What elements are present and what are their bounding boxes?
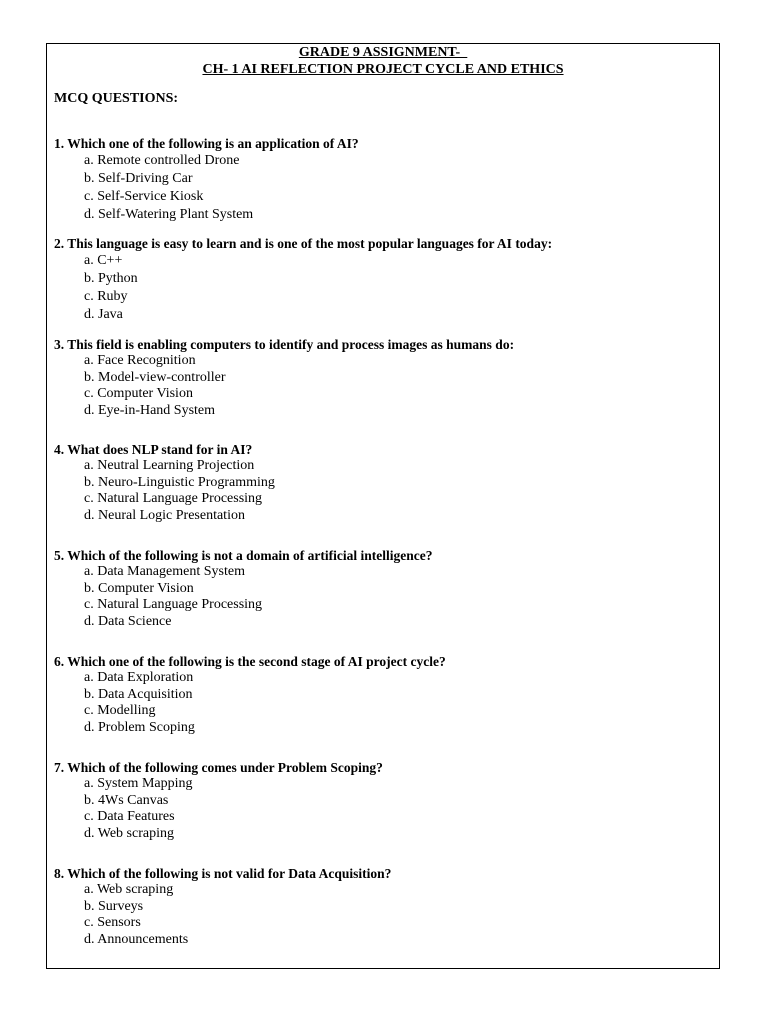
question-5 [54, 547, 713, 631]
option-item: b. Model-view-controller [84, 369, 226, 385]
option-item: b. Python [84, 271, 138, 286]
option-item: a. System Mapping [84, 776, 193, 791]
option-item: a. Data Exploration [84, 670, 194, 685]
option-item: b. Surveys [84, 898, 144, 914]
option-item: a. C++ [84, 253, 123, 268]
options-list [54, 353, 713, 420]
option-item: c. Natural Language Processing [84, 491, 263, 507]
header-grade-line: GRADE 9 ASSIGNMENT-_ [298, 45, 468, 60]
question-4 [54, 441, 713, 525]
question-text: 4. What does NLP stand for in AI? [54, 442, 253, 457]
option-item: d. Data Science [84, 614, 172, 630]
options-list [54, 776, 713, 843]
question-text: 6. Which one of the following is the second stage of AI project cycle? [54, 654, 446, 669]
option-item: c. Modelling [84, 703, 156, 719]
section-title: MCQ QUESTIONS: [54, 91, 179, 106]
option-item: b. Self-Driving Car [84, 171, 193, 186]
option-item: a. Remote controlled Drone [84, 153, 240, 168]
option-item: c. Natural Language Processing [84, 597, 263, 613]
question-8 [54, 865, 713, 949]
option-item: c. Self-Service Kiosk [84, 189, 204, 204]
option-item: d. Web scraping [84, 826, 174, 842]
option-item: b. Neuro-Linguistic Programming [84, 474, 275, 490]
option-item: d. Eye-in-Hand System [84, 403, 216, 419]
question-text: 1. Which one of the following is an application of AI? [54, 136, 359, 151]
options-list [54, 152, 713, 224]
option-item: a. Face Recognition [84, 353, 196, 368]
options-list [54, 564, 713, 631]
option-item: a. Data Management System [84, 564, 245, 579]
option-item: d. Java [84, 307, 123, 322]
question-3 [54, 336, 713, 420]
question-2 [54, 235, 713, 324]
options-list [54, 882, 713, 949]
options-list [54, 458, 713, 525]
option-item: d. Problem Scoping [84, 720, 195, 736]
options-list [54, 252, 713, 324]
question-1 [54, 135, 713, 224]
option-item: c. Computer Vision [84, 386, 193, 402]
question-7 [54, 759, 713, 843]
option-item: d. Neural Logic Presentation [84, 508, 245, 524]
option-item: c. Ruby [84, 289, 128, 304]
question-6 [54, 653, 713, 737]
question-text: 7. Which of the following comes under Problem Scoping? [54, 760, 383, 775]
assignment-page [46, 43, 720, 969]
option-item: c. Sensors [84, 915, 141, 931]
option-item: b. Data Acquisition [84, 686, 193, 702]
option-item: a. Neutral Learning Projection [84, 458, 255, 473]
option-item: c. Data Features [84, 809, 175, 825]
header-chapter-line: CH- 1 AI REFLECTION PROJECT CYCLE AND ETHICS [202, 62, 564, 77]
option-item: d. Self-Watering Plant System [84, 207, 254, 222]
question-text: 2. This language is easy to learn and is one of the most popular languages for AI today: [54, 236, 553, 251]
question-text: 3. This field is enabling computers to identify and process images as humans do: [54, 337, 515, 352]
option-item: d. Announcements [84, 932, 189, 948]
option-item: b. 4Ws Canvas [84, 792, 169, 808]
option-item: a. Web scraping [84, 882, 174, 897]
option-item: b. Computer Vision [84, 580, 194, 596]
question-text: 5. Which of the following is not a domain of artificial intelligence? [54, 548, 433, 563]
question-text: 8. Which of the following is not valid for Data Acquisition? [54, 866, 392, 881]
options-list [54, 670, 713, 737]
